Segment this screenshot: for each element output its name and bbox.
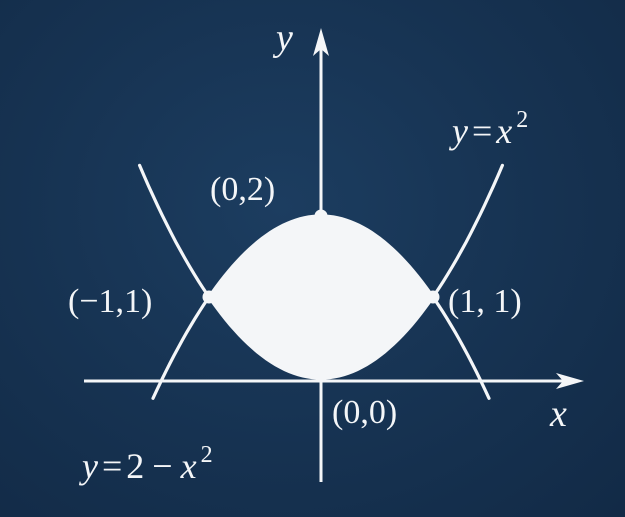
point-0-2-marker (315, 210, 328, 223)
eq1-equals: = (471, 111, 493, 151)
point-label-0-0: (0,0) (332, 394, 398, 431)
point-1-1-marker (427, 291, 440, 304)
eq1-exponent: 2 (516, 107, 529, 133)
point-neg1-1-marker (203, 291, 216, 304)
x-axis-label: x (550, 393, 567, 435)
point-label-1-1: (1, 1) (448, 283, 522, 320)
point-label-neg1-1: (−1,1) (68, 283, 153, 320)
eq2-lhs: y (82, 446, 98, 486)
y-axis-label: y (276, 17, 293, 59)
eq1-lhs: y (452, 111, 468, 151)
eq1-var: x (496, 111, 513, 151)
equation-y-equals-x-squared (449, 107, 528, 151)
eq2-minus: − (152, 446, 173, 486)
eq2-constant: 2 (126, 446, 145, 486)
eq2-equals: = (101, 446, 123, 486)
eq2-exponent: 2 (200, 442, 213, 468)
equation-y-equals-2-minus-x-squared (79, 442, 213, 486)
point-label-0-2: (0,2) (210, 171, 276, 208)
eq2-var: x (180, 446, 197, 486)
